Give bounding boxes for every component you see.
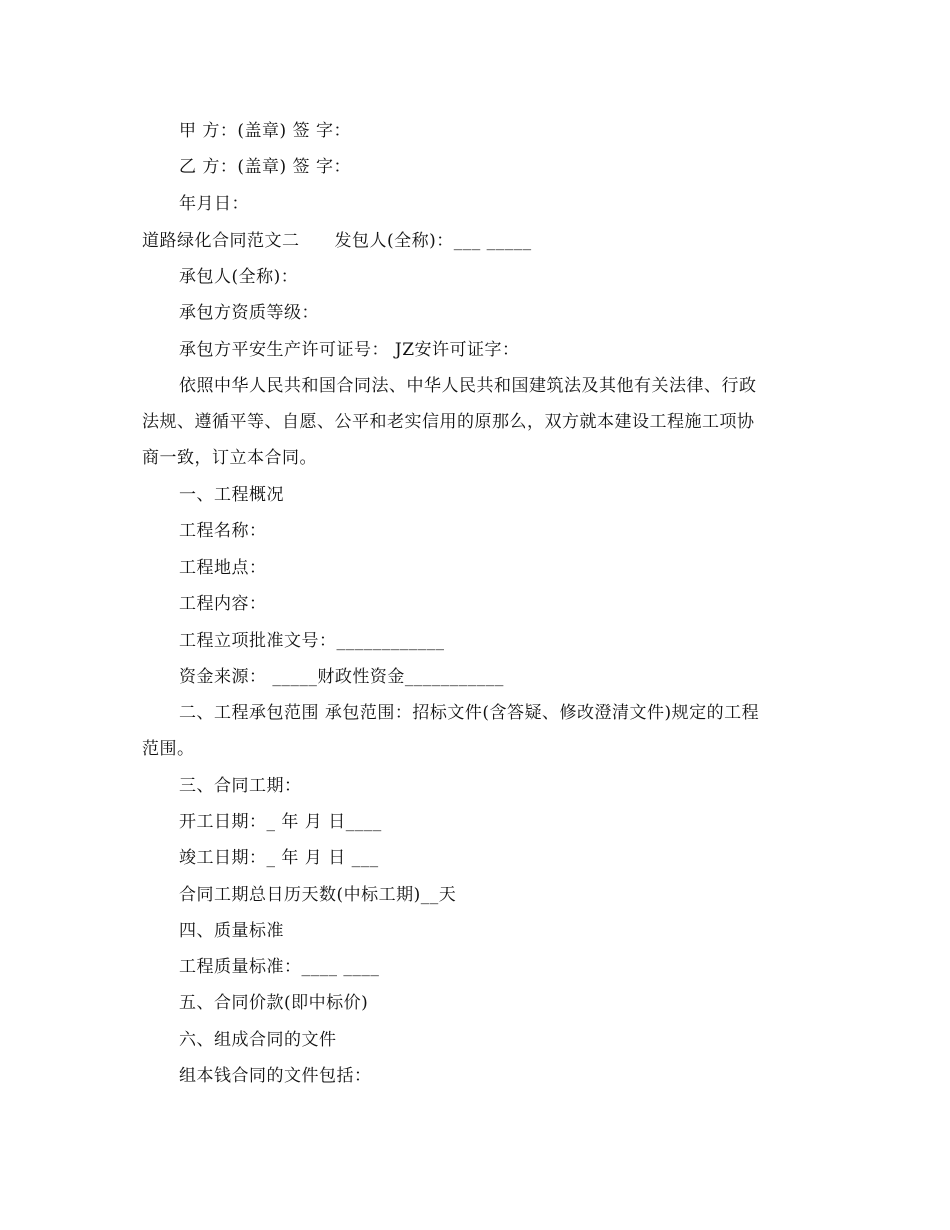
funding-source-line: 资金来源： _____财政性资金___________	[179, 667, 504, 687]
section-2-line-2: 范围。	[142, 739, 195, 759]
total-days-line: 合同工期总日历天数(中标工期)__天	[179, 885, 457, 905]
contractor-line: 承包人(全称)：	[179, 267, 299, 287]
section-2-line-1: 二、工程承包范围 承包范围：招标文件(含答疑、修改澄清文件)规定的工程	[179, 703, 760, 723]
preamble-line-1: 依照中华人民共和国合同法、中华人民共和国建筑法及其他有关法律、行政	[179, 376, 757, 396]
section-4-heading: 四、质量标准	[179, 921, 284, 941]
safety-license-line: 承包方平安生产许可证号： JZ安许可证字：	[179, 340, 520, 360]
contract-title-and-employer-line: 道路绿化合同范文二 发包人(全称)：___ _____	[142, 231, 532, 251]
quality-standard-line: 工程质量标准：____ ____	[179, 957, 380, 977]
party-b-signature-line: 乙 方：(盖章) 签 字：	[179, 157, 351, 177]
project-content-line: 工程内容：	[179, 594, 267, 614]
section-3-heading: 三、合同工期：	[179, 776, 302, 796]
section-5-heading: 五、合同价款(即中标价)	[179, 993, 369, 1013]
date-line: 年月日：	[179, 194, 249, 214]
approval-number-line: 工程立项批准文号：____________	[179, 631, 445, 651]
section-6-heading: 六、组成合同的文件	[179, 1030, 337, 1050]
completion-date-line: 竣工日期：_ 年 月 日 ___	[179, 848, 379, 868]
preamble-line-2: 法规、遵循平等、自愿、公平和老实信用的原那么，双方就本建设工程施工项协	[142, 412, 755, 432]
section-1-heading: 一、工程概况	[179, 485, 284, 505]
start-date-line: 开工日期：_ 年 月 日____	[179, 812, 382, 832]
preamble-line-3: 商一致，订立本合同。	[142, 448, 317, 468]
party-a-signature-line: 甲 方：(盖章) 签 字：	[179, 121, 351, 141]
project-location-line: 工程地点：	[179, 558, 267, 578]
project-name-line: 工程名称：	[179, 521, 267, 541]
contract-documents-line: 组本钱合同的文件包括：	[179, 1066, 372, 1086]
qualification-line: 承包方资质等级：	[179, 303, 319, 323]
